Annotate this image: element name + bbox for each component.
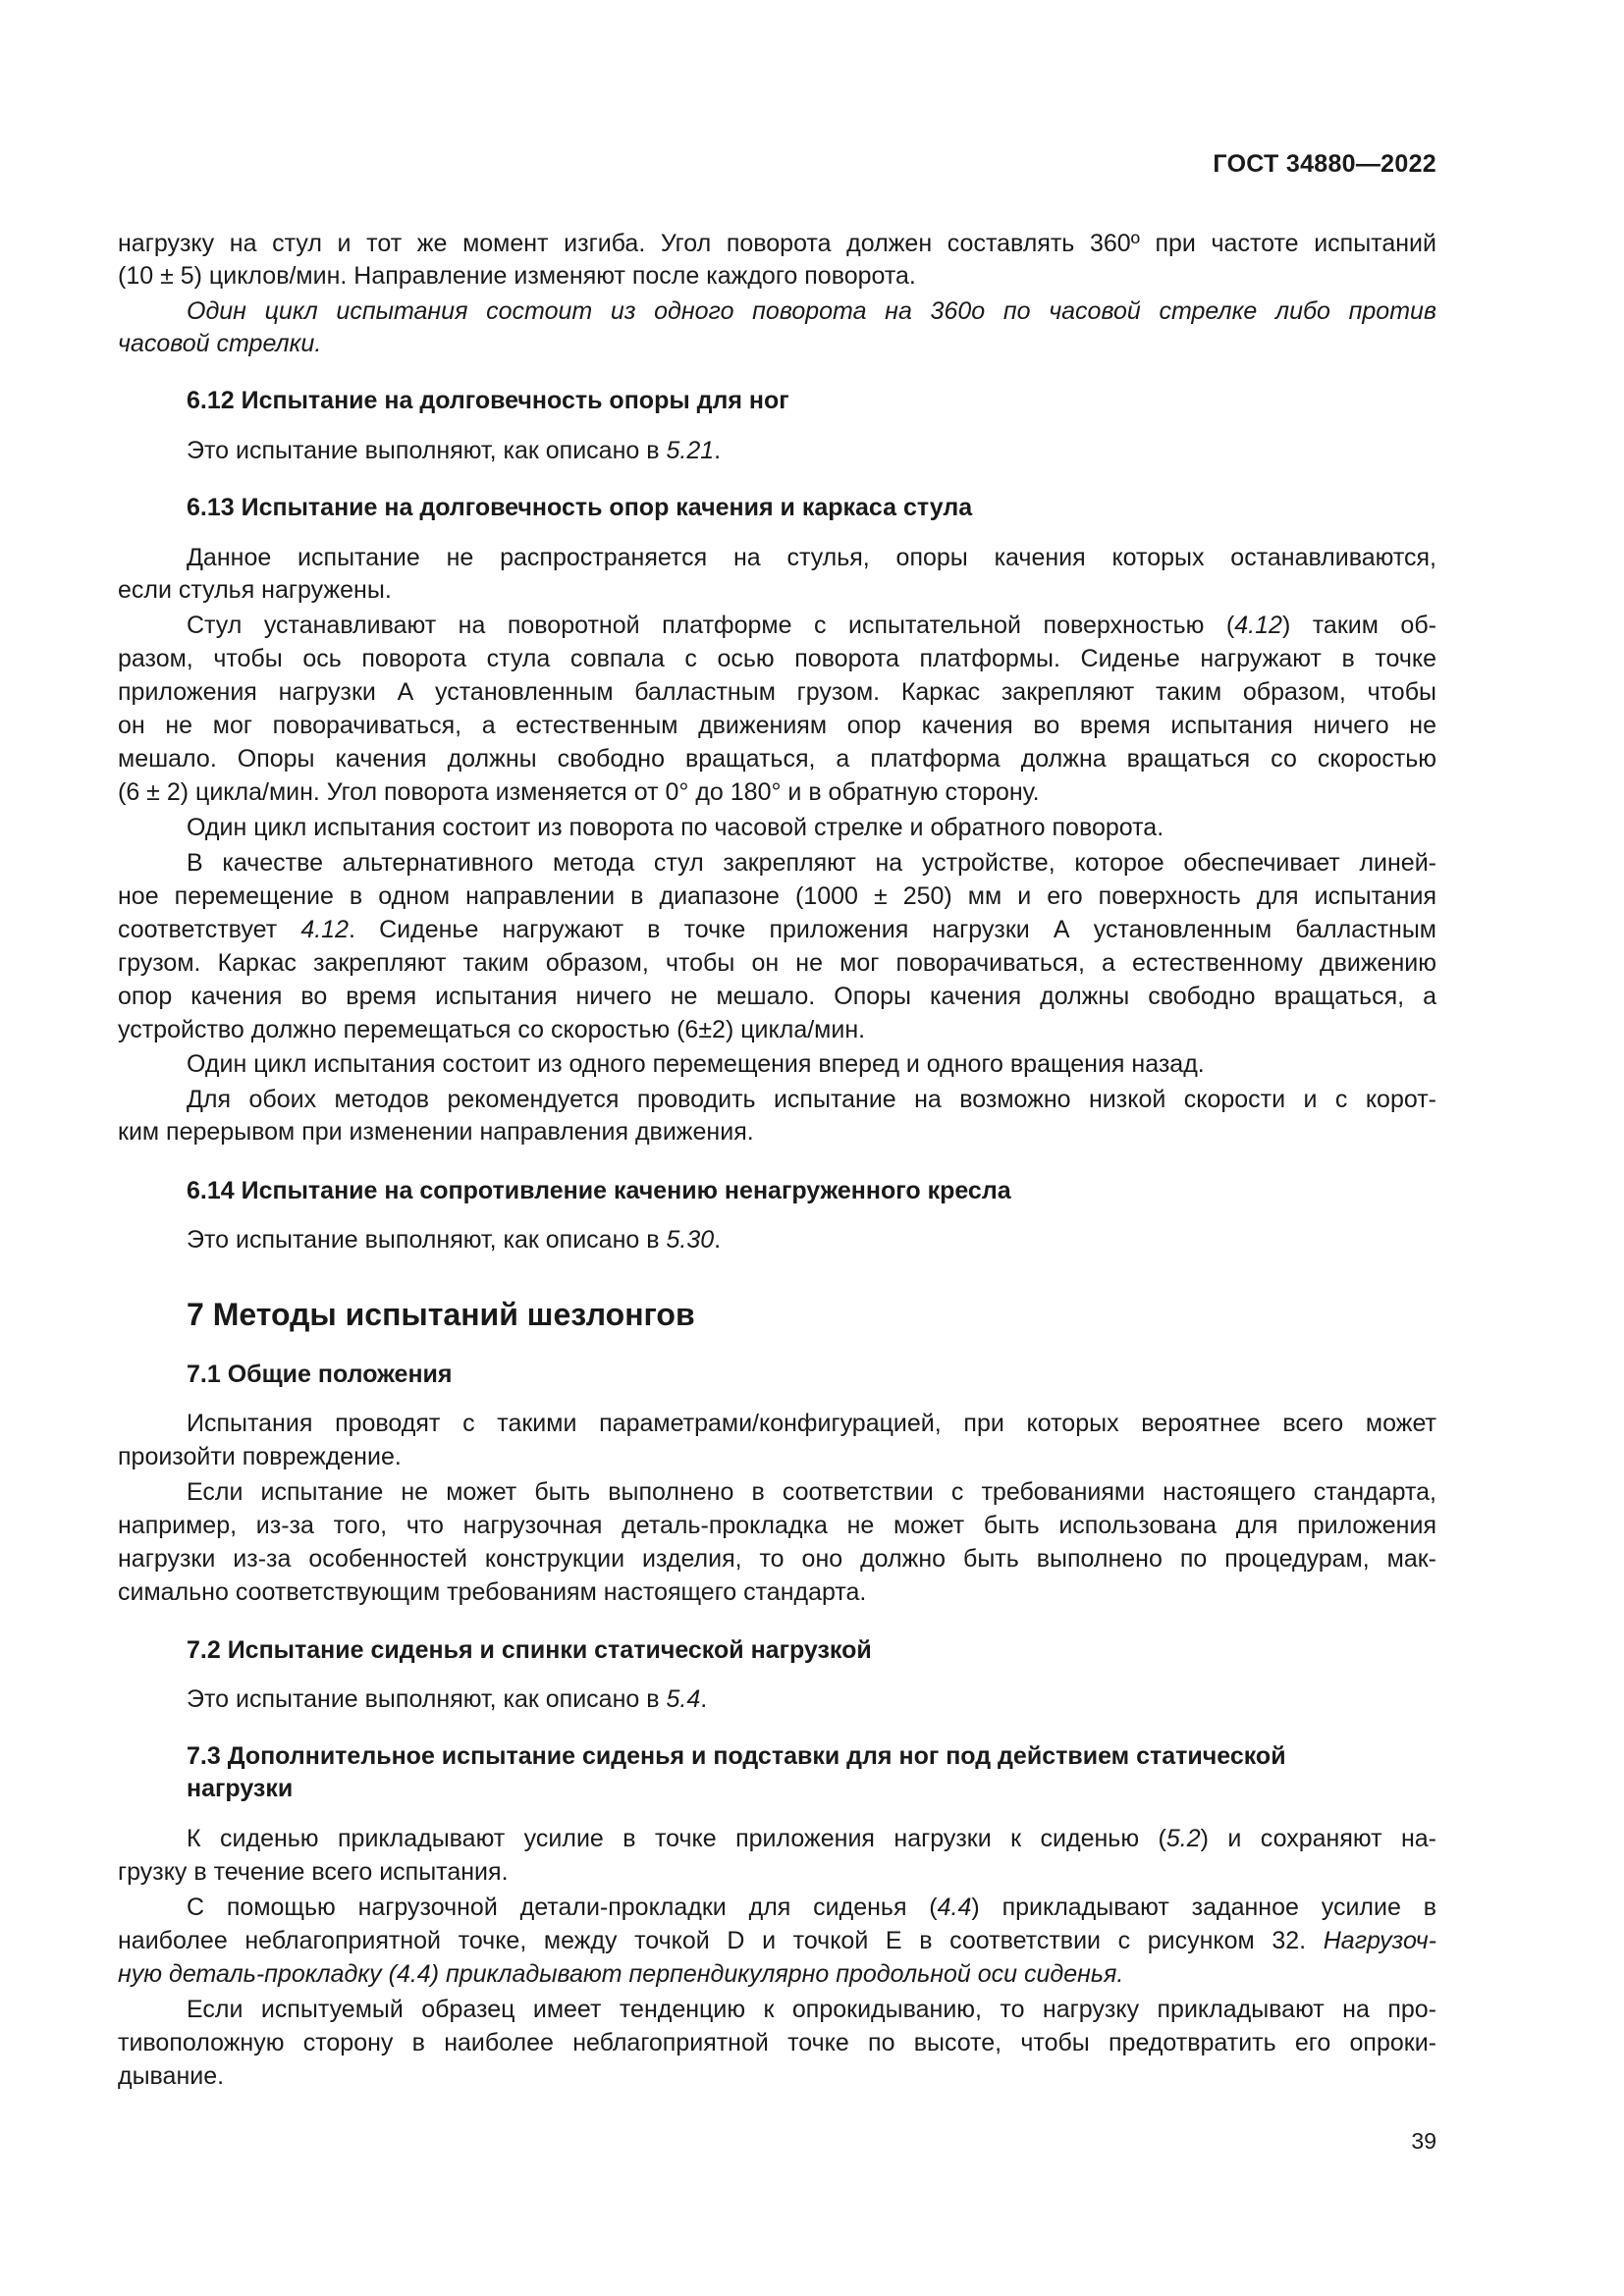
paragraph-line: мешало. Опоры качения должны свободно вращаться, а платформа должна вращаться со скоростью (118, 745, 1436, 773)
document-code: ГОСТ 34880—2022 (1213, 150, 1436, 178)
paragraph-line: например, из-за того, что нагрузочная деталь-прокладка не может быть использована для приложения (118, 1512, 1436, 1539)
paragraph-line: Один цикл испытания состоит из поворота по часовой стрелке и обратного поворота. (187, 814, 1164, 841)
section-heading-7-3: 7.3 Дополнительное испытание сиденья и подставки для ног под действием статической (187, 1742, 1286, 1770)
paragraph-line: Это испытание выполняют, как описано в 5.4. (187, 1685, 708, 1713)
chapter-heading-7: 7 Методы испытаний шезлонгов (187, 1297, 695, 1332)
clause-reference: 5.21 (666, 437, 715, 464)
paragraph-line: (10 ± 5) циклов/мин. Направление изменяют после каждого поворота. (118, 262, 916, 290)
paragraph-line: Это испытание выполняют, как описано в 5.21. (187, 437, 722, 464)
paragraph-line: ное перемещение в одном направлении в диапазоне (1000 ± 250) мм и его поверхность для испытания (118, 882, 1436, 910)
paragraph-line: если стулья нагружены. (118, 576, 392, 604)
paragraph-line: Если испытание не может быть выполнено в соответствии с требованиями настоящего стандарта, (187, 1478, 1436, 1506)
paragraph-line: дывание. (118, 2062, 225, 2090)
paragraph-line: (6 ± 2) цикла/мин. Угол поворота изменяется от 0° до 180° и в обратную сторону. (118, 778, 1040, 806)
paragraph-line: Для обоих методов рекомендуется проводить испытание на возможно низкой скорости и с корот- (187, 1086, 1436, 1113)
paragraph-line: наиболее неблагоприятной точке, между точкой D и точкой E в соответствии с рисунком 32. Нагрузоч- (118, 1927, 1436, 1954)
paragraph-line: симально соответствующим требованиям настоящего стандарта. (118, 1578, 867, 1606)
paragraph-line: грузом. Каркас закрепляют таким образом, чтобы он не мог поворачиваться, а естественному движению (118, 949, 1436, 977)
paragraph-line: ную деталь-прокладку (4.4) прикладывают перпендикулярно продольной оси сиденья. (118, 1960, 1124, 1988)
paragraph-line: Испытания проводят с такими параметрами/конфигурацией, при которых вероятнее всего может (187, 1410, 1436, 1437)
clause-reference: 5.2 (1165, 1825, 1201, 1852)
paragraph-line: нагрузки из-за особенностей конструкции изделия, то оно должно быть выполнено по процедурам, мак- (118, 1545, 1436, 1573)
clause-reference: 4.4 (937, 1894, 972, 1921)
paragraph-line: произойти повреждение. (118, 1443, 402, 1470)
section-heading-6-14: 6.14 Испытание на сопротивление качению ненагруженного кресла (187, 1177, 1011, 1204)
clause-reference: 4.12 (1234, 612, 1282, 639)
paragraph-line: тивоположную сторону в наиболее неблагоприятной точке по высоте, чтобы предотвратить его опроки- (118, 2029, 1436, 2056)
paragraph-line: ким перерывом при изменении направления движения. (118, 1118, 754, 1146)
paragraph-line: опор качения во время испытания ничего не мешало. Опоры качения должны свободно вращаться, а (118, 983, 1436, 1010)
paragraph-line: соответствует 4.12. Сиденье нагружают в точке приложения нагрузки А установленным балластным (118, 916, 1436, 943)
note-line: Один цикл испытания состоит из одного поворота на 360о по часовой стрелке либо против (187, 297, 1436, 325)
paragraph-line: Если испытуемый образец имеет тенденцию к опрокидыванию, то нагрузку прикладывают на про- (187, 1996, 1436, 2023)
paragraph-line: нагрузку на стул и тот же момент изгиба. Угол поворота должен составлять 360º при частоте испытаний (118, 230, 1436, 257)
section-heading-7-1: 7.1 Общие положения (187, 1361, 453, 1388)
paragraph-line: он не мог поворачиваться, а естественным движениям опор качения во время испытания ничего не (118, 712, 1436, 739)
section-heading-6-12: 6.12 Испытание на долговечность опоры для ног (187, 387, 789, 414)
clause-reference: 5.4 (666, 1685, 701, 1713)
paragraph-line: В качестве альтернативного метода стул закрепляют на устройстве, которое обеспечивает линей- (187, 849, 1436, 877)
paragraph-line: устройство должно перемещаться со скоростью (6±2) цикла/мин. (118, 1016, 866, 1043)
paragraph-line: Это испытание выполняют, как описано в 5.30. (187, 1226, 722, 1254)
paragraph-line: К сиденью прикладывают усилие в точке приложения нагрузки к сиденью (5.2) и сохраняют на- (187, 1825, 1437, 1852)
section-heading-7-3-cont: нагрузки (187, 1775, 294, 1802)
page-number: 39 (1411, 2128, 1436, 2154)
clause-reference: 4.12 (300, 916, 349, 943)
paragraph-line: грузку в течение всего испытания. (118, 1858, 509, 1886)
clause-reference: 5.30 (666, 1226, 715, 1254)
paragraph-line: С помощью нагрузочной детали-прокладки для сиденья (4.4) прикладывают заданное усилие в (187, 1894, 1436, 1921)
section-heading-7-2: 7.2 Испытание сиденья и спинки статической нагрузкой (187, 1636, 872, 1664)
paragraph-line: Данное испытание не распространяется на стулья, опоры качения которых останавливаются, (187, 544, 1436, 571)
paragraph-line: Стул устанавливают на поворотной платформе с испытательной поверхностью (4.12) таким об- (187, 612, 1436, 639)
section-heading-6-13: 6.13 Испытание на долговечность опор качения и каркаса стула (187, 494, 973, 521)
note-line: часовой стрелки. (118, 330, 322, 357)
paragraph-line: приложения нагрузки А установленным балластным грузом. Каркас закрепляют таким образом, чтобы (118, 678, 1436, 706)
paragraph-line: разом, чтобы ось поворота стула совпала с осью поворота платформы. Сиденье нагружают в точке (118, 645, 1436, 672)
paragraph-line: Один цикл испытания состоит из одного перемещения вперед и одного вращения назад. (187, 1050, 1205, 1078)
